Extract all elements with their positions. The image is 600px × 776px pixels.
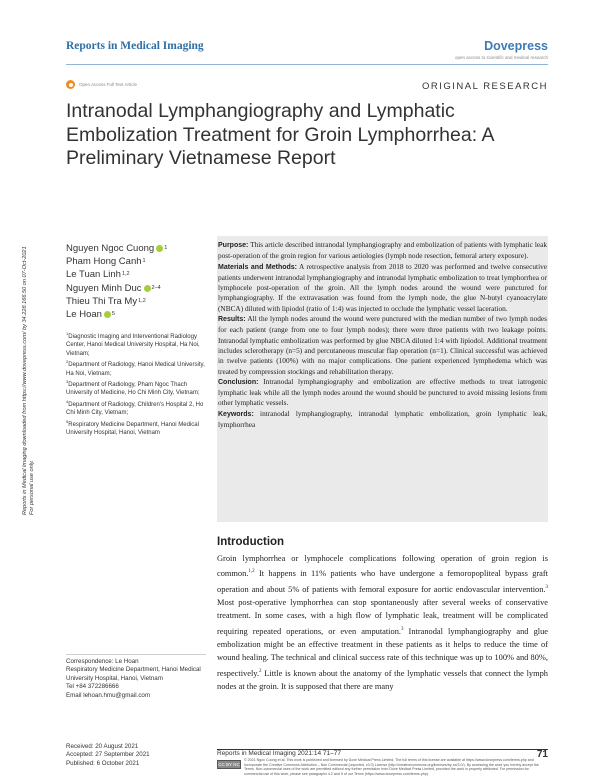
license-text: © 2021 Ngoc Cuong et al. This work is published and licensed by Dove Medical Press Limited. The full terms of this license are available at https://www.dovepress.com/terms.php and incorporate the Creative Commons Attribution – Non Commercial (unported, v3.0) License (http://creativecommons.org/licenses/by-nc/3.0/). By accessing the work you hereby accept the Terms. Non-commercial uses of the work are permitted without any further permission from Dove Medical Press Limited, provided the work is properly attributed. For permission for commercial use of this work, please see paragraphs 4.2 and 5 of our Terms (https://www.dovepress.com/terms.php). [244, 758, 539, 776]
received-date: Received: 20 August 2021 [66, 743, 139, 750]
publication-dates [66, 743, 206, 768]
methods-label: Materials and Methods: [218, 263, 297, 271]
affiliation: $^1$Diagnostic Imaging and Interventional Radiology Center, Hanoi Medical University Hospital, Ha Noi, Vietnam; [66, 331, 200, 357]
citation[interactable]: 1,2 [248, 569, 255, 575]
results-text: All the lymph nodes around the wound were punctured with the median number of two lymph nodes for each patient (range from one to four lymph nodes); there were three patients with two leakage points. Intranodal lymphatic embolization was performed by glue NBCA diluted 1:4 with lipiodol. Additional treatment includes sclerotherapy (n=5) and percutaneous muscular flap operation (n=1). Clinical successful was achieved in twelve patients (100%) with no major complications. One patient experienced lymphedema which was treated by compression stockings and rehabilitation therapy. [218, 314, 547, 376]
introduction-text: Groin lymphorrhea or lymphocele complications following operation of groin region is common.$^{1,2}$ It happens in 11% patients who have undergone a femoropopliteal bypass graft operation and about 5% of patients with femoral exposure for aortic endovascular intervention.$^3$ Most post-operative lymphorrhea can stop spontaneously after several weeks of conservative treatment. In some cases, with a high flow of lymphatic leak, treatment will be complicated requiring repeated operations, or even amputation.$^3$ Intranodal lymphangiography and glue embolization might be an effective treatment in these patients as it helps to reduce the time of wound healing. The technical and clinical success rate of this technique was up to 100% and 80%, respectively.$^2$ Little is known about the anatomy of the lymphatic vessels that connect the lymph nodes at the groin. It is supposed that there are many [217, 554, 548, 691]
download-note-line2: For personal use only. [29, 460, 35, 515]
purpose-label: Purpose: [218, 242, 249, 249]
accepted-date: Accepted: 27 September 2021 [66, 751, 150, 759]
author: Le Hoan 5 [66, 309, 115, 321]
publisher-tagline: open access to scientific and medical research [454, 55, 548, 60]
citation[interactable]: 3 [545, 584, 548, 590]
author-list [66, 242, 206, 321]
conclusion-text: Intranodal lymphangiography and embolization are effective methods to treat iatrogenic lymphatic leak while all the lymph nodes around the wound should be punctured to avoid missing lesions from other lymphatic vessels. [218, 376, 547, 408]
orcid-icon[interactable] [104, 311, 111, 318]
affiliation: $^2$Department of Radiology, Hanoi Medical University, Ha Noi, Vietnam; [66, 359, 205, 377]
open-access-row [66, 80, 137, 89]
correspondence-email[interactable]: Email lehoan.hmu@gmail.com [66, 691, 151, 699]
correspondence-tel: Tel +84 372286666 [66, 683, 119, 691]
abstract-box [217, 236, 548, 522]
download-note-line1: Reports in Medical Imaging downloaded from https://www.dovepress.com/ by 34.228.166.50 on 07-Oct-2021 [22, 246, 28, 515]
author: Le Tuan Linh 1,2 [66, 269, 130, 281]
journal-name: Reports in Medical Imaging [66, 40, 204, 52]
publisher-logo: Dovepress [484, 39, 548, 53]
conclusion-label: Conclusion: [218, 378, 259, 386]
open-access-icon [66, 80, 75, 89]
orcid-icon[interactable] [156, 245, 163, 252]
methods-text: A retrospective analysis from 2018 to 2020 was performed and twelve consecutive patients underwent intranodal lymphangiography and intranodal lymphatic embolization to treat lymphorrhea or lymphocele post-operation of the groin. All the lymph nodes around the wound were punctured for lymphangiography. If the extravasation was found from the lymph node, the glue N-butyl cyanoacrylate (NBCA) diluted with lipiodol (ratio of 1:4) was injected to occlude the lymphatic vessel laceration. [218, 261, 547, 313]
keywords-text: intranodal lymphangiography, intranodal lymphatic embolization, groin lymphatic leak, lymphorrhea [218, 408, 547, 430]
creative-commons-badge[interactable]: CC BY NC [218, 762, 240, 767]
results-label: Results: [218, 316, 246, 324]
correspondence [66, 658, 206, 700]
affiliation-list [66, 330, 206, 437]
correspondence-address: Respiratory Medicine Department, Hanoi Medical University Hospital, Hanoi, Vietnam [66, 666, 201, 682]
abstract-text [217, 240, 548, 430]
page-number: 71 [536, 749, 548, 760]
author: Pham Hong Canh 1 [66, 256, 146, 268]
header-divider [66, 64, 548, 65]
download-note [22, 155, 40, 515]
author: Nguyen Minh Duc 2–4 [66, 282, 161, 294]
citation[interactable]: 3 [400, 626, 404, 632]
article-title: Intranodal Lymphangiography and Lymphatic Embolization Treatment for Groin Lymphorrhea: A Preliminary Vietnamese Report [66, 100, 494, 169]
keywords-label: Keywords: [218, 410, 254, 418]
citation[interactable]: 2 [259, 668, 262, 674]
open-access-label: Open Access Full Text Article [79, 82, 137, 87]
article-type: ORIGINAL RESEARCH [422, 81, 548, 92]
footer-journal-reference: Reports in Medical Imaging 2021:14 71–77 [217, 750, 341, 757]
correspondence-divider [66, 654, 206, 655]
orcid-icon[interactable] [144, 285, 151, 292]
affiliation: $^5$Respiratory Medicine Department, Hanoi Medical University Hospital, Hanoi, Vietnam [66, 418, 199, 437]
introduction-heading: Introduction [217, 536, 285, 548]
purpose-text: This article described intranodal lymphangiography and embolization of patients with lymphatic leak post-operation of the groin region for various aetiologies (lymph node resection, femoral artery exposure). [218, 240, 547, 261]
author: Nguyen Ngoc Cuong 1 [66, 243, 168, 254]
published-date: Published: 6 October 2021 [66, 759, 140, 767]
author: Thieu Thi Tra My 1,2 [66, 295, 146, 307]
affiliation: $^3$Department of Radiology, Pham Ngoc Thach University of Medicine, Ho Chi Minh City, Vietnam; [66, 379, 200, 397]
correspondence-label: Correspondence: Le Hoan [66, 658, 139, 665]
affiliation: $^4$Department of Radiology, Children's Hospital 2, Ho Chi Minh City, Vietnam; [66, 398, 204, 417]
